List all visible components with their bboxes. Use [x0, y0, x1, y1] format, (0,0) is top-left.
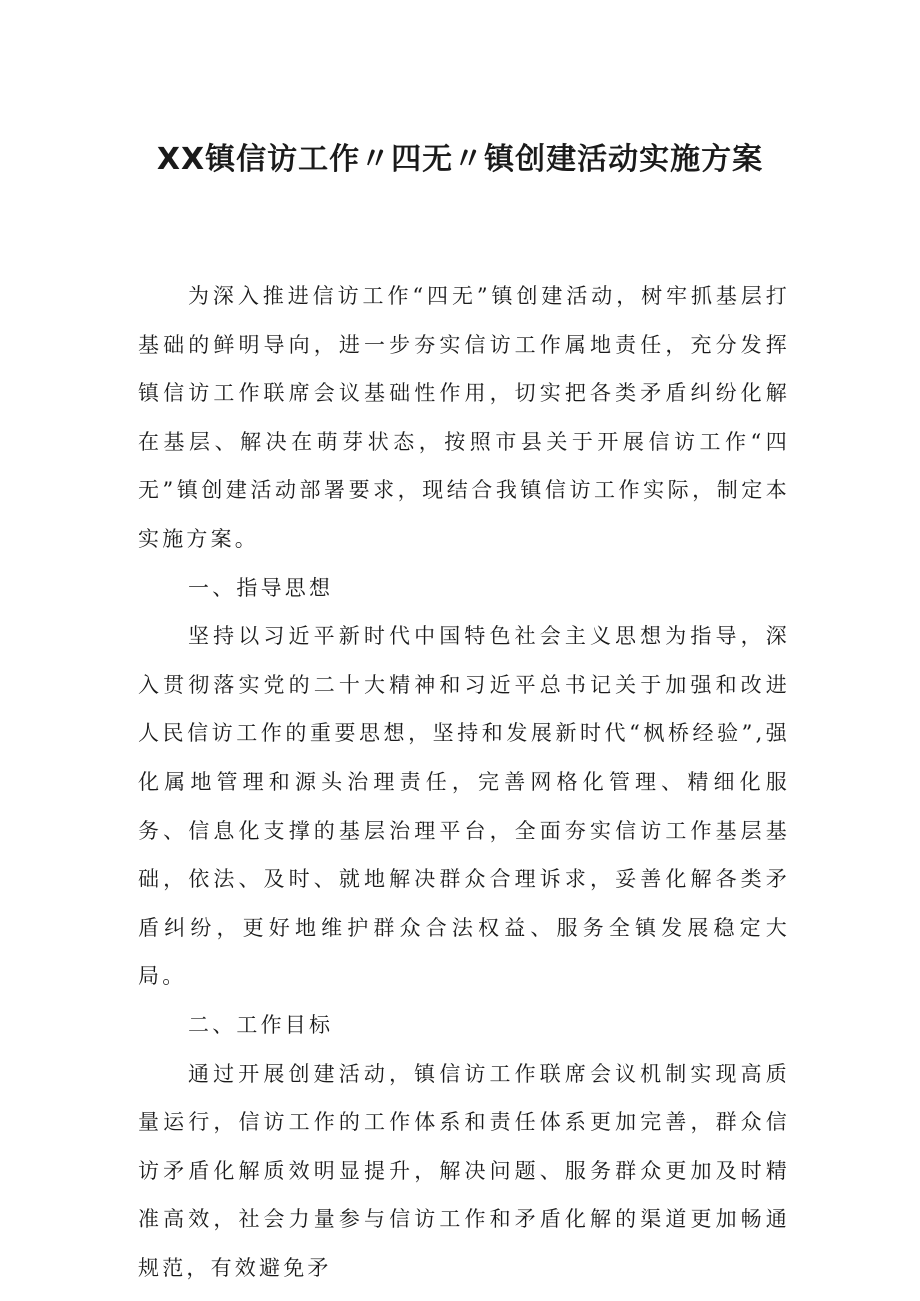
document-title: XX镇信访工作〃四无〃镇创建活动实施方案	[156, 142, 764, 177]
section-heading-work-goals: 二、工作目标	[188, 1012, 334, 1037]
document-body	[138, 272, 790, 1292]
intro-paragraph: 为深入推进信访工作“四无”镇创建活动，树牢抓基层打基础的鲜明导向，进一步夯实信访工作属地责任，充分发挥镇信访工作联席会议基础性作用，切实把各类矛盾纠纷化解在基层、解决在萌芽状态，按照市县关于开展信访工作“四无”镇创建活动部署要求，现结合我镇信访工作实际，制定本实施方案。	[138, 284, 790, 551]
section-heading-guiding-ideology: 一、指导思想	[188, 575, 334, 600]
work-goals-paragraph: 通过开展创建活动，镇信访工作联席会议机制实现高质量运行，信访工作的工作体系和责任体系更加完善，群众信访矛盾化解质效明显提升，解决问题、服务群众更加及时精准高效，社会力量参与信访工作和矛盾化解的渠道更加畅通规范，有效避免矛	[138, 1061, 790, 1280]
guiding-ideology-paragraph: 坚持以习近平新时代中国特色社会主义思想为指导，深入贯彻落实党的二十大精神和习近平总书记关于加强和改进人民信访工作的重要思想，坚持和发展新时代“枫桥经验”,强化属地管理和源头治理责任，完善网格化管理、精细化服务、信息化支撑的基层治理平台，全面夯实信访工作基层基础，依法、及时、就地解决群众合理诉求，妥善化解各类矛盾纠纷，更好地维护群众合法权益、服务全镇发展稳定大局。	[138, 624, 790, 989]
